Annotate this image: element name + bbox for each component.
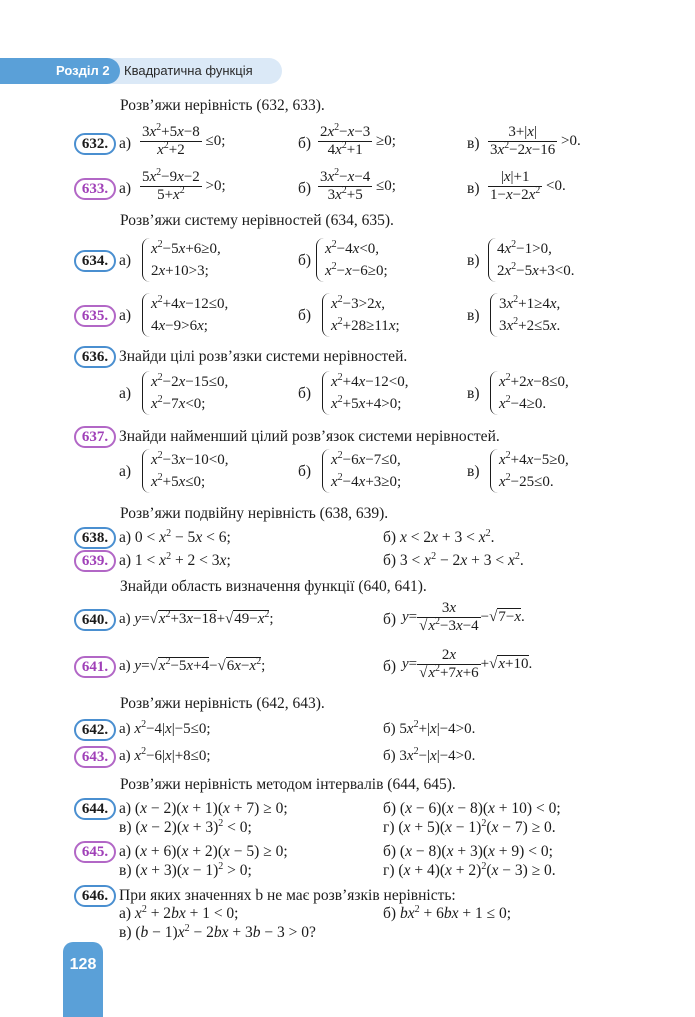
system-637-a: $x^2-3x-10<0$, $x^2+5x\le 0$;: [142, 449, 228, 493]
label-a: а): [119, 463, 132, 480]
label-b: б): [298, 307, 312, 324]
problem-645-number: 645.: [74, 841, 116, 863]
label-b: б): [298, 180, 312, 197]
instruction-638-639: Розв’яжи подвійну нерівність (638, 639).: [120, 505, 389, 522]
system-634-b: $x^2-4x<0$, $x^2-x-6\ge 0$;: [316, 238, 388, 282]
problem-640-number: 640.: [74, 609, 116, 631]
problem-636-number: 636.: [74, 346, 116, 368]
ineq-645-a: а) (x + 6)(x + 2)(x − 5) ≥ 0;: [119, 843, 288, 860]
problem-638-number: 638.: [74, 527, 116, 549]
page-number-tab: [63, 942, 103, 1017]
ineq-646-b: б) $bx^2 + 6bx + 1 \le 0$;: [383, 903, 512, 922]
func-640-b: y= $\frac{3x}{√x^2-3x-4}$ −√7−x.: [402, 600, 525, 634]
ineq-645-b: б) (x − 8)(x + 3)(x + 9) < 0;: [383, 843, 553, 860]
ineq-632-b: $\frac{2x^2-x-3}{4x^2+1}$ ≥0;: [320, 122, 396, 158]
func-641-b: y= $\frac{2x}{√x^2+7x+6}$ +√x+10.: [402, 647, 533, 681]
label-v: в): [467, 385, 480, 402]
ineq-644-b: б) (x − 6)(x − 8)(x + 10) < 0;: [383, 800, 561, 817]
section-title: Квадратична функція: [124, 63, 253, 78]
problem-646-number: 646.: [74, 885, 116, 907]
ineq-643-b: б) $3x^2-|x|-4>0$.: [383, 746, 476, 764]
problem-639-number: 639.: [74, 550, 116, 572]
label-b: б): [383, 658, 397, 675]
label-v: в): [467, 180, 480, 197]
page-number: 128: [69, 956, 97, 973]
system-636-v: $x^2+2x-8\le 0$, $x^2-4\ge 0$.: [490, 371, 569, 415]
problem-637-text: Знайди найменший цілий розв’язок системи нерівностей.: [119, 428, 500, 445]
ineq-633-a: $\frac{5x^2-9x-2}{5+x^2}$ >0;: [142, 167, 226, 203]
problem-637-number: 637.: [74, 426, 116, 448]
problem-632-number: 632.: [74, 133, 116, 155]
label-b: б): [298, 463, 312, 480]
ineq-644-v: в) $(x - 2)(x + 3)^2 < 0$;: [119, 817, 252, 836]
ineq-646-a: а) $x^2 + 2bx + 1 < 0$;: [119, 903, 239, 922]
problem-635-number: 635.: [74, 305, 116, 327]
system-636-b: $x^2+4x-12<0$, $x^2+5x+4>0$;: [322, 371, 408, 415]
system-634-a: $x^2-5x+6\ge 0$, 2x+10>3;: [142, 238, 221, 282]
label-a: а): [119, 307, 132, 324]
problem-634-number: 634.: [74, 250, 116, 272]
system-635-b: $x^2-3>2x$, $x^2+28\ge 11x$;: [322, 293, 400, 337]
problem-642-number: 642.: [74, 719, 116, 741]
ineq-644-a: а) (x − 2)(x + 1)(x + 7) ≥ 0;: [119, 800, 288, 817]
func-640-a: а) $y=√x^2+3x-18+√49-x^2$;: [119, 609, 274, 627]
label-a: а): [119, 385, 132, 402]
label-b: б): [298, 252, 312, 269]
ineq-645-g: г) $(x + 4)(x + 2)^2(x - 3) \ge 0$.: [383, 860, 556, 879]
label-b: б): [298, 135, 312, 152]
label-a: а): [119, 135, 132, 152]
label-a: а): [119, 180, 132, 197]
system-635-a: $x^2+4x-12\le 0$, 4x−9>6x;: [142, 293, 228, 337]
label-v: в): [467, 463, 480, 480]
instruction-632-633: Розв’яжи нерівність (632, 633).: [120, 97, 325, 114]
ineq-644-g: г) $(x + 5)(x - 1)^2(x - 7) \ge 0$.: [383, 817, 556, 836]
label-b: б): [298, 385, 312, 402]
instruction-642-643: Розв’яжи нерівність (642, 643).: [120, 695, 325, 712]
problem-633-number: 633.: [74, 178, 116, 200]
ineq-643-a: а) $x^2-6|x|+8\le 0$;: [119, 746, 211, 764]
problem-643-number: 643.: [74, 746, 116, 768]
problem-646-text: При яких значеннях b не має розв’язків нерівність:: [119, 887, 456, 904]
label-b: б): [383, 611, 397, 628]
ineq-639-b: б) $3 < x^2 - 2x + 3 < x^2$.: [383, 550, 524, 569]
label-v: в): [467, 252, 480, 269]
system-637-b: $x^2-6x-7\le 0$, $x^2-4x+3\ge 0$;: [322, 449, 401, 493]
ineq-642-a: а) $x^2-4|x|-5\le 0$;: [119, 719, 211, 737]
instruction-634-635: Розв’яжи систему нерівностей (634, 635).: [120, 212, 394, 229]
ineq-633-b: $\frac{3x^2-x-4}{3x^2+5}$ ≤0;: [320, 167, 396, 203]
label-v: в): [467, 135, 480, 152]
func-641-a: а) $y=√x^2-5x+4-√6x-x^2$;: [119, 656, 266, 674]
system-637-v: $x^2+4x-5\ge 0$, $x^2-25\le 0$.: [490, 449, 569, 493]
instruction-640-641: Знайди область визначення функції (640, 641).: [120, 578, 427, 595]
ineq-633-v: $\frac{|x|+1}{1-x-2x^2}$ <0.: [490, 169, 566, 203]
ineq-646-v: в) $(b - 1)x^2 - 2bx + 3b - 3 > 0$?: [119, 922, 316, 941]
problem-641-number: 641.: [74, 656, 116, 678]
ineq-639-a: а) $1 < x^2 + 2 < 3x$;: [119, 550, 231, 569]
system-634-v: $4x^2-1>0$, $2x^2-5x+3<0$.: [488, 238, 574, 282]
instruction-644-645: Розв’яжи нерівність методом інтервалів (644, 645).: [120, 776, 456, 793]
label-a: а): [119, 252, 132, 269]
label-v: в): [467, 307, 480, 324]
ineq-645-v: в) $(x + 3)(x - 1)^2 > 0$;: [119, 860, 252, 879]
section-label: Розділ 2: [0, 58, 120, 84]
system-636-a: $x^2-2x-15\le 0$, $x^2-7x<0$;: [142, 371, 228, 415]
ineq-642-b: б) $5x^2+|x|-4>0$.: [383, 719, 476, 737]
problem-636-text: Знайди цілі розв’язки системи нерівностей.: [119, 348, 408, 365]
problem-644-number: 644.: [74, 798, 116, 820]
ineq-632-v: $\frac{3+|x|}{3x^2-2x-16}$ >0.: [490, 124, 581, 158]
ineq-638-a: а) $0 < x^2 - 5x < 6$;: [119, 527, 231, 546]
system-635-v: $3x^2+1\ge 4x$, $3x^2+2\le 5x$.: [490, 293, 560, 337]
ineq-638-b: б) $x < 2x + 3 < x^2$.: [383, 527, 495, 546]
ineq-632-a: $\frac{3x^2+5x-8}{x^2+2}$ ≤0;: [142, 122, 226, 158]
